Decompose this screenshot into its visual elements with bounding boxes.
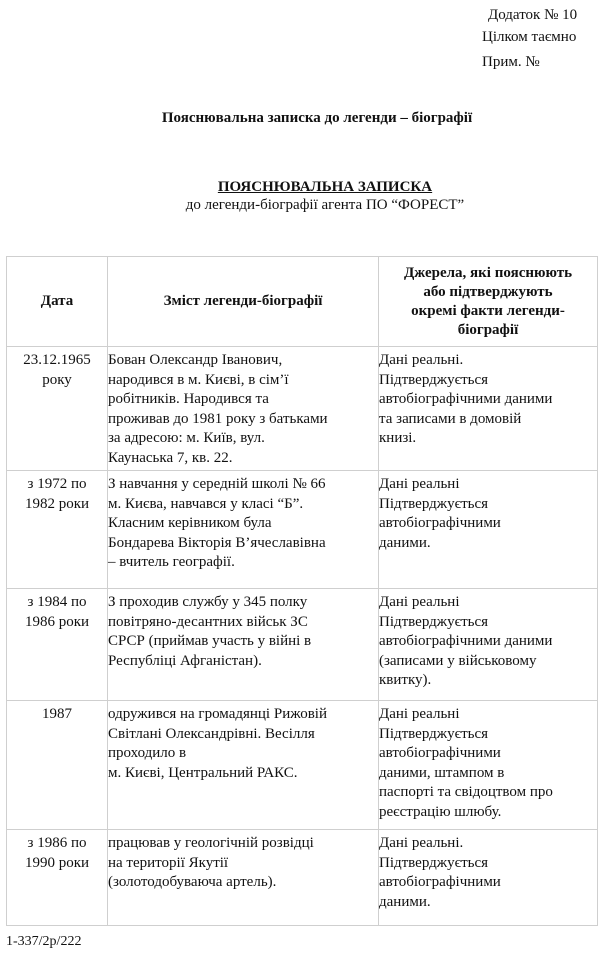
- cell-text-line: м. Києва, навчався у класі “Б”.: [108, 495, 304, 512]
- source-cell: [379, 589, 598, 701]
- cell-text-line: м. Києві, Центральний РАКС.: [108, 764, 298, 781]
- cell-text-line: народився в м. Києві, в сім’ї: [108, 371, 289, 388]
- content-cell: [108, 589, 379, 701]
- cell-text-line: 1986 роки: [24, 613, 90, 630]
- source-cell: [379, 471, 598, 589]
- cell-text-line: Підтверджується: [379, 371, 489, 388]
- cell-text-line: з 1972 по: [27, 476, 87, 492]
- content-cell: [108, 701, 379, 830]
- cell-text-line: Дані реальні: [379, 594, 460, 610]
- cell-text-line: 1987: [42, 706, 72, 722]
- table-row: [7, 830, 598, 926]
- cell-text-line: квитку).: [379, 672, 432, 688]
- content-cell: [108, 471, 379, 589]
- cell-text-line: даними, штампом в: [379, 764, 505, 781]
- cell-text-line: автобіографічними: [379, 515, 501, 531]
- date-cell: [7, 701, 108, 830]
- document-footer-code: 1-337/2р/222: [6, 934, 82, 949]
- cell-text-line: працював у геологічній розвідці: [108, 835, 314, 851]
- date-cell: [7, 589, 108, 701]
- table-row: [7, 701, 598, 830]
- cell-text-line: Класним керівником була: [108, 515, 272, 531]
- cell-text-line: Дані реальні: [379, 476, 460, 492]
- table-body: [7, 347, 598, 926]
- cell-text-line: З проходив службу у 345 полку: [108, 594, 308, 610]
- date-cell: [7, 830, 108, 926]
- table-row: [7, 471, 598, 589]
- main-title: ПОЯСНЮВАЛЬНА ЗАПИСКА: [217, 179, 433, 195]
- source-cell: [379, 701, 598, 830]
- cell-text-line: (золотодобуваюча артель).: [108, 874, 277, 890]
- table-row: [7, 347, 598, 471]
- cell-text-line: 23.12.1965: [23, 352, 91, 368]
- cell-text-line: Каунаська 7, кв. 22.: [108, 449, 233, 466]
- cell-text-line: Підтверджується: [379, 854, 489, 871]
- cell-text-line: даними.: [379, 893, 431, 910]
- cell-text-line: Світлані Олександрівні. Весілля: [108, 725, 315, 742]
- cell-text-line: (записами у військовому: [379, 652, 537, 669]
- cell-text-line: автобіографічними даними: [379, 391, 553, 407]
- column-header-content: Зміст легенди-біографії: [108, 257, 379, 347]
- legend-table: [6, 256, 598, 926]
- cell-text-line: Дані реальні.: [379, 352, 464, 368]
- cell-text-line: одружився на громадянці Рижовій: [108, 706, 327, 722]
- cell-text-line: автобіографічними даними: [379, 633, 553, 649]
- cell-text-line: З навчання у середній школі № 66: [108, 476, 326, 492]
- header-line: біографії: [457, 321, 519, 338]
- document-header: [482, 4, 600, 73]
- cell-text-line: Дані реальні: [379, 706, 460, 722]
- subtitle: до легенди-біографії агента ПО “ФОРЕСТ”: [185, 197, 465, 213]
- cell-text-line: Бондарева Вікторія В’ячеславівна: [108, 534, 326, 551]
- cell-text-line: 1990 роки: [24, 854, 90, 871]
- cell-text-line: та записами в домовій: [379, 410, 522, 427]
- content-cell: [108, 830, 379, 926]
- copy-number: Прим. №: [482, 54, 540, 70]
- cell-text-line: за адресою: м. Київ, вул.: [108, 430, 265, 446]
- content-cell: [108, 347, 379, 471]
- cell-text-line: проходило в: [108, 745, 187, 761]
- document-title: Пояснювальна записка до легенди – біографії: [161, 110, 473, 126]
- cell-text-line: робітників. Народився та: [108, 391, 269, 407]
- cell-text-line: Дані реальні.: [379, 835, 464, 851]
- cell-text-line: року: [42, 371, 72, 388]
- cell-text-line: паспорті та свідоцтвом про: [379, 784, 553, 800]
- column-header-date: Дата: [7, 257, 108, 347]
- cell-text-line: автобіографічними: [379, 874, 501, 890]
- column-header-source: [379, 257, 598, 347]
- table-row: [7, 589, 598, 701]
- cell-text-line: Підтверджується: [379, 495, 489, 512]
- table-header-row: [7, 257, 598, 347]
- cell-text-line: СРСР (приймав участь у війні в: [108, 633, 312, 649]
- cell-text-line: проживав до 1981 року з батьками: [108, 410, 328, 427]
- cell-text-line: з 1984 по: [27, 594, 87, 610]
- cell-text-line: Підтверджується: [379, 725, 489, 742]
- appendix-number: Додаток № 10: [488, 7, 578, 23]
- cell-text-line: 1982 роки: [24, 495, 90, 512]
- cell-text-line: даними.: [379, 534, 431, 551]
- cell-text-line: Республіці Афганістан).: [108, 652, 262, 669]
- date-cell: [7, 471, 108, 589]
- source-cell: [379, 830, 598, 926]
- header-line: або підтверджують: [423, 283, 553, 300]
- cell-text-line: реєстрацію шлюбу.: [379, 803, 502, 820]
- header-line: окремі факти легенди-: [411, 302, 565, 319]
- cell-text-line: з 1986 по: [27, 835, 87, 851]
- classification-label: Цілком таємно: [482, 29, 577, 45]
- header-line: Джерела, які пояснюють: [403, 264, 573, 281]
- cell-text-line: Підтверджується: [379, 613, 489, 630]
- cell-text-line: автобіографічними: [379, 745, 501, 761]
- cell-text-line: – вчитель географії.: [108, 554, 235, 570]
- cell-text-line: повітряно-десантних військ ЗС: [108, 613, 308, 630]
- cell-text-line: Бован Олександр Іванович,: [108, 352, 283, 368]
- cell-text-line: на території Якутії: [108, 854, 229, 871]
- date-cell: [7, 347, 108, 471]
- source-cell: [379, 347, 598, 471]
- cell-text-line: книзі.: [379, 430, 417, 446]
